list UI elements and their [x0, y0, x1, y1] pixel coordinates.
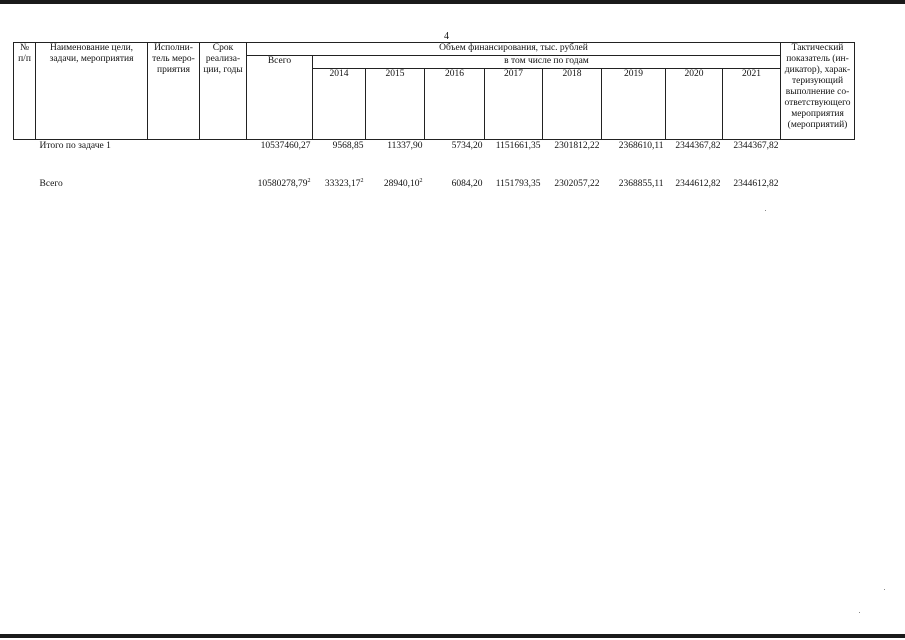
- table-row-grand-total: [14, 178, 855, 190]
- row-value: 2344612,82: [733, 178, 779, 189]
- row-value: 11337,90: [387, 140, 423, 151]
- row-label: Всего: [39, 178, 63, 189]
- financing-table: [13, 42, 855, 190]
- header-year: 2016: [425, 69, 485, 140]
- row-value: 9568,85: [332, 140, 364, 151]
- header-year: 2018: [543, 69, 602, 140]
- row-value: 2344367,82: [675, 140, 721, 151]
- row-value: 33323,17$^2$: [324, 177, 364, 189]
- row-value: 2368610,11: [618, 140, 664, 151]
- header-num: № п/п: [14, 43, 36, 140]
- row-label: Итого по задаче 1: [39, 140, 111, 151]
- row-value: 6084,20: [451, 178, 483, 189]
- header-total: Всего: [247, 56, 313, 140]
- header-term: Срок реализа-ции, годы: [200, 43, 247, 140]
- row-value: 2301812,22: [554, 140, 600, 151]
- table-row-task-total: [14, 140, 855, 153]
- scan-speck: [884, 589, 885, 590]
- row-total: 10537460,27: [260, 140, 311, 151]
- header-funding: Объем финансирования, тыс. рублей: [247, 43, 781, 56]
- scan-border-top: [0, 0, 905, 4]
- row-value: 2368855,11: [618, 178, 664, 189]
- row-value: 2344612,82: [675, 178, 721, 189]
- header-name: Наименование цели, задачи, мероприятия: [36, 43, 148, 140]
- row-value: 28940,10$^2$: [383, 177, 423, 189]
- row-value: 2302057,22: [554, 178, 600, 189]
- page-number: 4: [444, 31, 449, 42]
- row-value: 1151793,35: [495, 178, 541, 189]
- header-year: 2020: [666, 69, 723, 140]
- scan-border-bottom: [0, 634, 905, 638]
- header-executor: Исполни-тель меро-приятия: [148, 43, 200, 140]
- header-year: 2021: [723, 69, 781, 140]
- header-by-years: в том числе по годам: [313, 56, 781, 69]
- header-year: 2019: [602, 69, 666, 140]
- row-value: 1151661,35: [495, 140, 541, 151]
- header-year: 2015: [366, 69, 425, 140]
- header-year: 2014: [313, 69, 366, 140]
- row-value: 2344367,82: [733, 140, 779, 151]
- scan-speck: [765, 210, 766, 211]
- header-indicator: Тактический показатель (ин-дикатор), харак-теризующий выполнение со-ответствующего мероприятия (мероприятий): [781, 43, 855, 140]
- row-total: 10580278,79$^2$: [257, 177, 311, 189]
- row-value: 5734,20: [451, 140, 483, 151]
- scan-speck: [859, 612, 860, 613]
- header-year: 2017: [485, 69, 543, 140]
